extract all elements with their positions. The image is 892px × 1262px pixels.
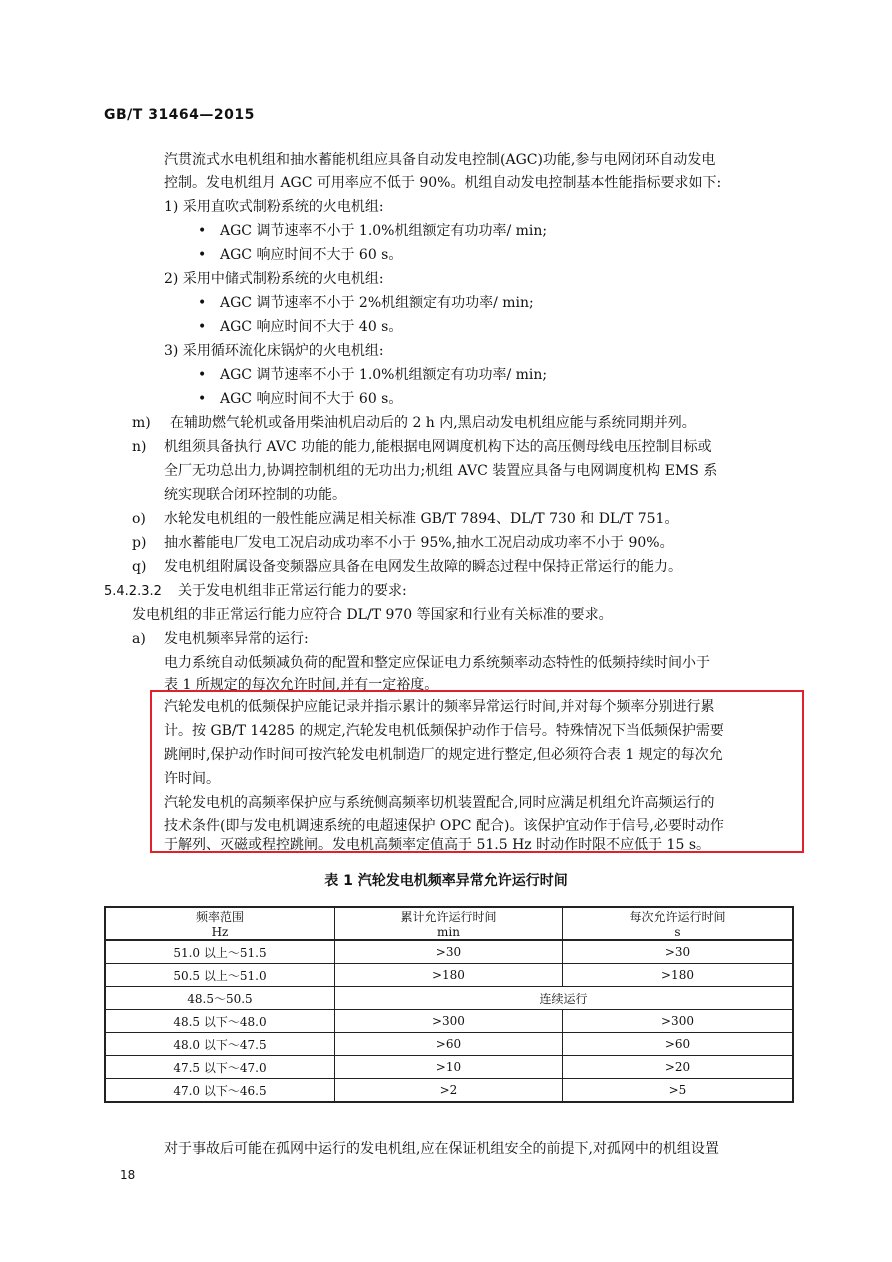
body-line: 全厂无功总出力,协调控制机组的无功出力;机组 AVC 装置应具备与电网调度机构 EMS 系 [164, 463, 718, 479]
item-label: p) [132, 535, 147, 551]
list-item-3: 3) 采用循环流化床锅炉的火电机组: [164, 343, 384, 359]
bullet-item [198, 294, 534, 312]
table-row [105, 1079, 793, 1103]
item-a [132, 630, 309, 648]
highlighted-line: 于解列、灭磁或程控跳闸。发电机高频率定值高于 51.5 Hz 时动作时限不应低于 15 s。 [164, 837, 711, 853]
item-q [132, 558, 682, 576]
body-line: 汽贯流式水电机组和抽水蓄能机组应具备自动发电控制(AGC)功能,参与电网闭环自动发电 [164, 152, 716, 168]
clause-heading [104, 582, 407, 601]
table-row [105, 940, 793, 964]
table-cell: >30 [334, 940, 562, 964]
table-cell: >180 [334, 964, 562, 987]
item-text: 抽水蓄能电厂发电工况启动成功率不小于 95%,抽水工况启动成功率不小于 90%。 [164, 535, 674, 551]
bullet-icon: • [198, 319, 207, 335]
body-line: 表 1 所规定的每次允许时间,并有一定裕度。 [164, 677, 439, 693]
list-item-1: 1) 采用直吹式制粉系统的火电机组: [164, 199, 384, 215]
bullet-text: AGC 调节速率不小于 1.0%机组额定有功功率/ min; [220, 223, 548, 239]
table-header-cell [334, 907, 562, 940]
bullet-text: AGC 响应时间不大于 60 s。 [220, 391, 403, 407]
table-row [105, 1010, 793, 1033]
bullet-icon: • [198, 295, 207, 311]
item-text: 发电机频率异常的运行: [164, 631, 309, 647]
clause-number: 5.4.2.3.2 [104, 584, 162, 599]
table-cell: >30 [562, 940, 793, 964]
table-cell: 50.5 以上～51.0 [105, 964, 334, 987]
highlighted-line: 计。按 GB/T 14285 的规定,汽轮发电机低频保护动作于信号。特殊情况下当低频保护需要 [164, 723, 724, 739]
highlighted-line: 跳闸时,保护动作时间可按汽轮发电机制造厂的规定进行整定,但必须符合表 1 规定的每次允 [164, 747, 723, 763]
item-label: n) [132, 439, 147, 455]
table-cell-merged: 连续运行 [334, 987, 793, 1010]
bullet-item [198, 390, 402, 408]
header-line1: 频率范围 [195, 910, 244, 924]
table-cell: >180 [562, 964, 793, 987]
body-line: 控制。发电机组月 AGC 可用率应不低于 90%。机组自动发电控制基本性能指标要求如下: [164, 175, 722, 191]
item-label: a) [132, 631, 146, 647]
highlighted-line: 技术条件(即与发电机调速系统的电超速保护 OPC 配合)。该保护宜动作于信号,必要时动作 [164, 818, 724, 834]
item-n [132, 438, 712, 456]
item-label: o) [132, 511, 146, 527]
bullet-icon: • [198, 391, 207, 407]
item-text: 发电机组附属设备变频器应具备在电网发生故障的瞬态过程中保持正常运行的能力。 [164, 559, 682, 575]
highlighted-line: 汽轮发电机的高频率保护应与系统侧高频率切机装置配合,同时应满足机组允许高频运行的 [164, 795, 715, 811]
item-o [132, 510, 678, 528]
highlighted-line: 汽轮发电机的低频保护应能记录并指示累计的频率异常运行时间,并对每个频率分别进行累 [164, 699, 715, 715]
item-label: m) [132, 415, 151, 431]
table-row [105, 987, 793, 1010]
table-row [105, 964, 793, 987]
bullet-text: AGC 调节速率不小于 1.0%机组额定有功功率/ min; [220, 367, 548, 383]
body-line: 发电机组的非正常运行能力应符合 DL/T 970 等国家和行业有关标准的要求。 [132, 607, 613, 623]
table-cell: >10 [334, 1056, 562, 1079]
table-cell: 48.5～50.5 [105, 987, 334, 1010]
page-number: 18 [120, 1168, 136, 1182]
table-cell: >60 [334, 1033, 562, 1056]
standard-code-header: GB/T 31464—2015 [104, 107, 255, 123]
bullet-item [198, 222, 547, 240]
table-header-cell [105, 907, 334, 940]
table-title: 表 1 汽轮发电机频率异常允许运行时间 [324, 873, 568, 889]
header-unit: min [436, 925, 460, 939]
body-line: 对于事故后可能在孤网中运行的发电机组,应在保证机组安全的前提下,对孤网中的机组设置 [164, 1141, 719, 1157]
body-line: 电力系统自动低频减负荷的配置和整定应保证电力系统频率动态特性的低频持续时间小于 [164, 655, 710, 671]
highlighted-line: 许时间。 [164, 771, 220, 787]
table-cell: 48.5 以下～48.0 [105, 1010, 334, 1033]
list-item-2: 2) 采用中储式制粉系统的火电机组: [164, 271, 384, 287]
bullet-text: AGC 响应时间不大于 60 s。 [220, 247, 403, 263]
table-cell: >60 [562, 1033, 793, 1056]
frequency-table [104, 906, 794, 1103]
table-cell: >2 [334, 1079, 562, 1103]
table-cell: 47.0 以下～46.5 [105, 1079, 334, 1103]
clause-text: 关于发电机组非正常运行能力的要求: [178, 583, 407, 599]
item-label: q) [132, 559, 147, 575]
bullet-item [198, 246, 402, 264]
bullet-text: AGC 调节速率不小于 2%机组额定有功功率/ min; [220, 295, 534, 311]
item-text: 在辅助燃气轮机或备用柴油机启动后的 2 h 内,黑启动发电机组应能与系统同期并列。 [170, 415, 696, 431]
table-cell: 51.0 以上～51.5 [105, 940, 334, 964]
bullet-icon: • [198, 223, 207, 239]
bullet-text: AGC 响应时间不大于 40 s。 [220, 319, 403, 335]
table-cell: 48.0 以下～47.5 [105, 1033, 334, 1056]
table-cell: >5 [562, 1079, 793, 1103]
header-unit: Hz [211, 925, 229, 939]
table-cell: >300 [334, 1010, 562, 1033]
header-line1: 每次允许运行时间 [629, 910, 726, 924]
header-line1: 累计允许运行时间 [400, 910, 497, 924]
table-row [105, 1056, 793, 1079]
item-text: 机组须具备执行 AVC 功能的能力,能根据电网调度机构下达的高压侧母线电压控制目标或 [164, 439, 712, 455]
header-unit: s [674, 925, 681, 939]
table-cell: 47.5 以下～47.0 [105, 1056, 334, 1079]
table-row [105, 1033, 793, 1056]
item-m [132, 414, 696, 432]
body-line: 统实现联合闭环控制的功能。 [164, 487, 346, 503]
bullet-icon: • [198, 247, 207, 263]
item-p [132, 534, 674, 552]
table-header-cell [562, 907, 793, 940]
table-cell: >300 [562, 1010, 793, 1033]
bullet-item [198, 318, 402, 336]
table-cell: >20 [562, 1056, 793, 1079]
item-text: 水轮发电机组的一般性能应满足相关标准 GB/T 7894、DL/T 730 和 DL/T 751。 [164, 511, 679, 527]
bullet-icon: • [198, 367, 207, 383]
bullet-item [198, 366, 547, 384]
